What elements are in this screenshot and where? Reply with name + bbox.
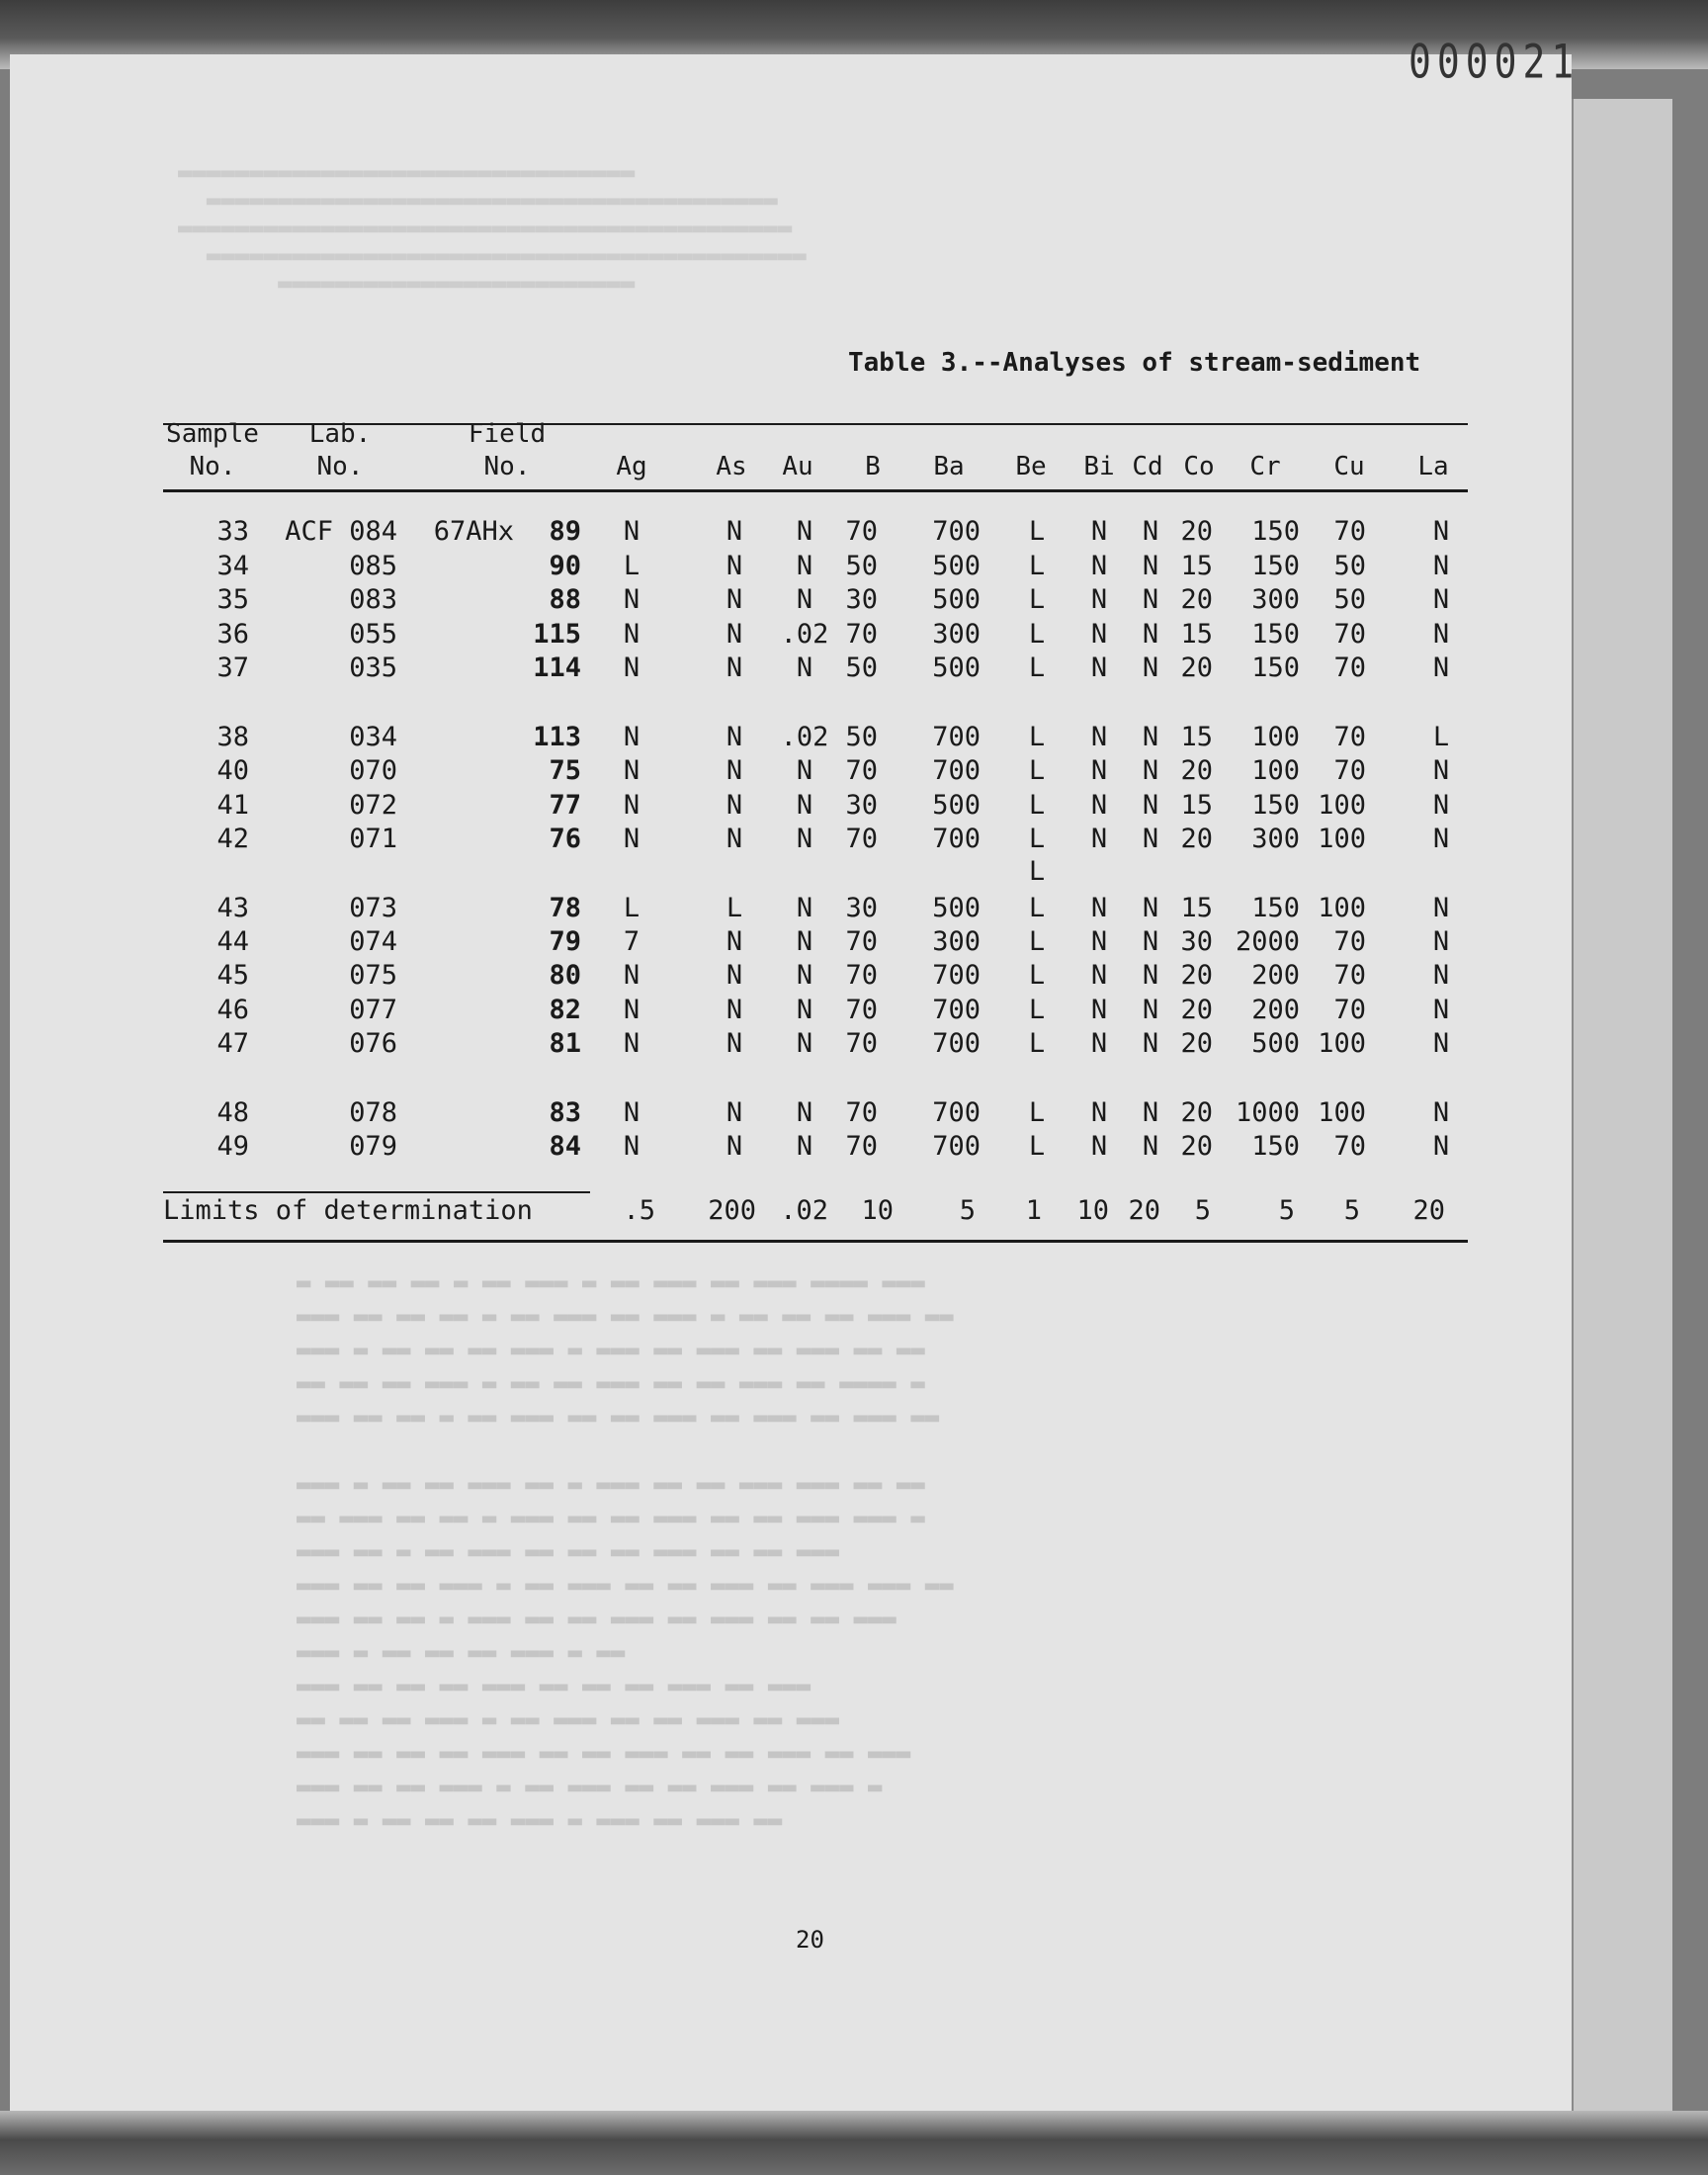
table-cell: L — [726, 893, 743, 923]
table-cell: 70 — [845, 619, 878, 650]
table-cell: L — [1028, 1097, 1046, 1128]
header-bottom-rule — [163, 489, 1468, 492]
table-cell: L — [1028, 790, 1046, 821]
table-cell: 150 — [1251, 619, 1300, 650]
table-cell: 50 — [845, 652, 878, 683]
table-cell: 700 — [932, 722, 981, 752]
table-cell: 150 — [1251, 516, 1300, 547]
table-cell: 15 — [1180, 893, 1213, 923]
table-cell: 20 — [1180, 995, 1213, 1025]
table-cell: 41 — [216, 790, 249, 821]
table-cell: N — [1142, 516, 1159, 547]
table-cell: 076 — [349, 1028, 397, 1059]
table-cell: 500 — [932, 893, 981, 923]
table-cell: N — [796, 824, 813, 854]
table-cell: 35 — [216, 584, 249, 615]
scan-bottom-shadow — [0, 2111, 1708, 2175]
limit-value: 5 — [1278, 1195, 1295, 1226]
table-cell: 085 — [349, 551, 397, 581]
table-cell: 100 — [1318, 790, 1366, 821]
table-cell: 50 — [1333, 551, 1366, 581]
table-cell: N — [726, 995, 743, 1025]
table-cell: N — [623, 960, 640, 991]
table-cell: N — [623, 516, 640, 547]
table-cell: N — [1090, 824, 1108, 854]
table-cell: 70 — [1333, 755, 1366, 786]
table-cell: N — [1142, 1097, 1159, 1128]
table-cell: 70 — [845, 1097, 878, 1128]
table-cell: N — [623, 652, 640, 683]
table-cell: 115 — [533, 619, 581, 650]
table-cell: .02 — [780, 722, 829, 752]
table-cell: N — [1142, 824, 1159, 854]
table-cell: N — [1090, 1097, 1108, 1128]
table-cell: 079 — [349, 1131, 397, 1162]
table-cell: N — [623, 1028, 640, 1059]
table-cell: 700 — [932, 1028, 981, 1059]
limits-label: Limits of determination — [163, 1195, 533, 1226]
table-cell: 70 — [1333, 960, 1366, 991]
table-cell: N — [726, 1097, 743, 1128]
table-cell: 15 — [1180, 551, 1213, 581]
table-cell: 500 — [932, 652, 981, 683]
table-cell: 70 — [1333, 619, 1366, 650]
table-cell: 77 — [549, 790, 581, 821]
table-cell: N — [796, 995, 813, 1025]
table-cell: 30 — [845, 584, 878, 615]
table-cell: 20 — [1180, 652, 1213, 683]
table-cell: N — [726, 722, 743, 752]
column-header: Cr — [1249, 452, 1281, 481]
column-header-top: Sample — [166, 419, 259, 449]
table-cell: N — [1090, 995, 1108, 1025]
table-cell: 82 — [549, 995, 581, 1025]
table-cell: N — [796, 551, 813, 581]
table-cell: 083 — [349, 584, 397, 615]
table-cell: N — [1142, 722, 1159, 752]
limit-value: 5 — [1343, 1195, 1360, 1226]
column-header: No. — [189, 452, 236, 481]
table-cell: L — [1028, 584, 1046, 615]
table-cell: 500 — [932, 584, 981, 615]
table-cell: 70 — [845, 995, 878, 1025]
table-cell: 2000 — [1235, 926, 1300, 957]
table-cell: 70 — [845, 960, 878, 991]
table-cell: 100 — [1251, 722, 1300, 752]
table-cell: N — [1142, 995, 1159, 1025]
table-cell: 70 — [845, 1131, 878, 1162]
table-cell: 30 — [845, 790, 878, 821]
table-cell: N — [1090, 619, 1108, 650]
table-cell: 81 — [549, 1028, 581, 1059]
table-cell: N — [796, 652, 813, 683]
table-cell: 70 — [845, 1028, 878, 1059]
table-cell: N — [726, 516, 743, 547]
table-cell: N — [796, 1028, 813, 1059]
table-cell: N — [1090, 652, 1108, 683]
table-cell: N — [796, 893, 813, 923]
table-cell: 40 — [216, 755, 249, 786]
table-bottom-rule — [163, 1240, 1468, 1243]
table-cell: L — [1028, 755, 1046, 786]
table-cell: 20 — [1180, 1131, 1213, 1162]
table-cell: N — [726, 1028, 743, 1059]
table-cell: 88 — [549, 584, 581, 615]
table-cell: 70 — [845, 755, 878, 786]
table-cell: N — [623, 584, 640, 615]
column-header: No. — [316, 452, 364, 481]
table-cell: 70 — [1333, 516, 1366, 547]
table-cell: N — [1432, 926, 1450, 957]
table-cell: 20 — [1180, 960, 1213, 991]
table-cell: 300 — [932, 926, 981, 957]
table-cell: N — [726, 824, 743, 854]
table-cell: N — [726, 790, 743, 821]
table-cell: N — [796, 926, 813, 957]
table-cell: N — [726, 926, 743, 957]
table-cell: 70 — [845, 926, 878, 957]
table-cell: N — [1090, 584, 1108, 615]
table-cell: 42 — [216, 824, 249, 854]
table-cell: L — [1028, 551, 1046, 581]
table-cell: 46 — [216, 995, 249, 1025]
table-cell: 44 — [216, 926, 249, 957]
table-cell: N — [1432, 790, 1450, 821]
limit-value: 1 — [1025, 1195, 1042, 1226]
table-cell: N — [1142, 584, 1159, 615]
table-cell: 100 — [1251, 755, 1300, 786]
column-header: Be — [1015, 452, 1047, 481]
column-header-top: Lab. — [308, 419, 372, 449]
table-cell: L — [623, 551, 640, 581]
table-cell: 300 — [1251, 584, 1300, 615]
table-cell: 20 — [1180, 755, 1213, 786]
table-cell: L — [1028, 1131, 1046, 1162]
table-cell: 84 — [549, 1131, 581, 1162]
table-cell: 38 — [216, 722, 249, 752]
table-cell: N — [1142, 619, 1159, 650]
table-cell: 80 — [549, 960, 581, 991]
table-cell: 83 — [549, 1097, 581, 1128]
table-cell: N — [726, 755, 743, 786]
table-cell: L — [1432, 722, 1450, 752]
limit-value: 20 — [1412, 1195, 1445, 1226]
table-cell: 074 — [349, 926, 397, 957]
table-cell: N — [1432, 551, 1450, 581]
bleed-through-bottom: ▬ ▬▬ ▬▬ ▬▬ ▬ ▬▬ ▬▬▬ ▬ ▬▬ ▬▬▬ ▬▬ ▬▬▬ ▬▬▬▬ ▬▬▬ ▬▬▬ ▬▬ ▬▬ ▬▬ ▬ ▬▬ ▬▬▬ ▬▬ ▬▬▬ ▬ ▬▬ ▬▬ ▬▬ ▬▬▬ ▬▬ ▬▬▬ ▬ ▬▬ ▬▬ ▬▬ ▬▬▬ ▬ ▬▬▬ ▬▬ ▬▬▬ ▬▬ ▬▬▬ ▬▬ ▬▬ ▬▬ ▬▬ ▬▬ ▬▬▬ ▬ ▬▬ ▬▬ ▬▬▬ ▬▬ ▬▬ ▬▬▬ ▬▬ ▬▬▬▬ ▬ ▬▬▬ ▬▬ ▬▬ ▬ ▬▬ ▬▬▬ ▬▬ ▬▬ ▬▬▬ ▬▬ ▬▬▬ ▬▬ ▬▬▬ ▬▬ ▬▬▬ ▬ ▬▬ ▬▬ ▬▬▬ ▬▬ ▬ ▬▬▬ ▬▬ ▬▬ ▬▬▬ ▬▬▬ ▬▬ ▬▬ ▬▬ ▬▬▬ ▬▬ ▬▬ ▬ ▬▬▬ ▬▬ ▬▬ ▬▬▬ ▬▬ ▬▬ ▬▬▬ ▬▬▬ ▬ ▬▬▬ ▬▬ ▬ ▬▬ ▬▬▬ ▬▬ ▬▬ ▬▬ ▬▬▬ ▬▬ ▬▬ ▬▬▬ ▬▬▬ ▬▬ ▬▬ ▬▬▬ ▬ ▬▬ ▬▬▬ ▬▬ ▬▬ ▬▬▬ ▬▬ ▬▬▬ ▬▬▬ ▬▬ ▬▬▬ ▬▬ ▬▬ ▬ ▬▬▬ ▬▬ ▬▬ ▬▬▬ ▬▬ ▬▬▬ ▬▬ ▬▬ ▬▬▬ ▬▬▬ ▬ ▬▬ ▬▬ ▬▬ ▬▬▬ ▬ ▬▬ ▬▬▬ ▬▬ ▬▬ ▬▬ ▬▬▬ ▬▬ ▬▬ ▬▬ ▬▬▬ ▬▬ ▬▬▬ ▬▬ ▬▬ ▬▬ ▬▬▬ ▬ ▬▬ ▬▬▬ ▬▬ ▬▬ ▬▬▬ ▬▬ ▬▬▬ ▬▬▬ ▬▬ ▬▬ ▬▬ ▬▬▬ ▬▬ ▬▬ ▬▬▬ ▬▬ ▬▬ ▬▬▬ ▬▬ ▬▬▬ ▬▬▬ ▬▬ ▬▬ ▬▬▬ ▬ ▬▬ ▬▬▬ ▬▬ ▬▬ ▬▬▬ ▬▬ ▬▬▬ ▬ ▬▬▬ ▬ ▬▬ ▬▬ ▬▬ ▬▬▬ ▬ ▬▬▬ ▬▬ ▬▬▬ ▬▬ — [297, 1268, 954, 1834]
table-cell: N — [1090, 1028, 1108, 1059]
table-cell: N — [1142, 790, 1159, 821]
table-cell: 36 — [216, 619, 249, 650]
table-cell: 072 — [349, 790, 397, 821]
table-cell: 150 — [1251, 551, 1300, 581]
limit-value: .02 — [780, 1195, 828, 1226]
table-cell: N — [1142, 1028, 1159, 1059]
table-cell: 47 — [216, 1028, 249, 1059]
table-cell: 071 — [349, 824, 397, 854]
table-cell: N — [1432, 619, 1450, 650]
table-cell: 034 — [349, 722, 397, 752]
table-cell: 700 — [932, 960, 981, 991]
table-cell: N — [726, 960, 743, 991]
table-cell: 035 — [349, 652, 397, 683]
table-cell: 34 — [216, 551, 249, 581]
column-header: La — [1417, 452, 1449, 481]
table-cell: 78 — [549, 893, 581, 923]
table-cell: 075 — [349, 960, 397, 991]
column-header: B — [865, 452, 881, 481]
table-cell: 073 — [349, 893, 397, 923]
table-cell: 70 — [1333, 995, 1366, 1025]
table-cell: N — [1432, 652, 1450, 683]
table-cell: 79 — [549, 926, 581, 957]
table-cell: 48 — [216, 1097, 249, 1128]
table-cell: 45 — [216, 960, 249, 991]
limit-value: .5 — [623, 1195, 655, 1226]
table-cell: N — [726, 551, 743, 581]
table-cell: 50 — [1333, 584, 1366, 615]
table-cell: 055 — [349, 619, 397, 650]
table-cell: 150 — [1251, 652, 1300, 683]
column-header: Cd — [1132, 452, 1163, 481]
table-cell: N — [1090, 551, 1108, 581]
table-cell: 150 — [1251, 893, 1300, 923]
table-cell: N — [623, 722, 640, 752]
table-cell: N — [1142, 652, 1159, 683]
table-cell: 75 — [549, 755, 581, 786]
table-cell: N — [1432, 824, 1450, 854]
limit-value: 20 — [1128, 1195, 1160, 1226]
table-cell: 700 — [932, 755, 981, 786]
table-cell: N — [726, 584, 743, 615]
table-cell: N — [623, 619, 640, 650]
column-header: Bi — [1083, 452, 1115, 481]
table-cell: N — [1432, 1131, 1450, 1162]
table-cell: 070 — [349, 755, 397, 786]
table-cell: 70 — [1333, 926, 1366, 957]
table-cell: L — [1028, 960, 1046, 991]
table-cell: L — [1028, 619, 1046, 650]
table-cell: 30 — [1180, 926, 1213, 957]
table-cell: 200 — [1251, 960, 1300, 991]
table-cell: 15 — [1180, 722, 1213, 752]
table-cell: 700 — [932, 516, 981, 547]
table-cell: 20 — [1180, 516, 1213, 547]
table-cell: N — [623, 790, 640, 821]
table-cell: 7 — [623, 926, 640, 957]
table-cell: 150 — [1251, 1131, 1300, 1162]
column-header: No. — [483, 452, 531, 481]
table-cell: N — [1142, 1131, 1159, 1162]
table-cell: N — [1090, 722, 1108, 752]
table-cell: 20 — [1180, 824, 1213, 854]
table-cell: N — [1090, 960, 1108, 991]
table-cell: N — [623, 1097, 640, 1128]
column-header: Ba — [933, 452, 965, 481]
limit-value: 10 — [1076, 1195, 1109, 1226]
table-cell: .02 — [780, 619, 829, 650]
table-cell: N — [796, 755, 813, 786]
table-cell: ACF 084 — [285, 516, 397, 547]
table-cell: 500 — [1251, 1028, 1300, 1059]
table-cell: 113 — [533, 722, 581, 752]
table-cell: 76 — [549, 824, 581, 854]
page-number: 20 — [796, 1926, 824, 1954]
table-cell: 100 — [1318, 824, 1366, 854]
column-header: Ag — [616, 452, 647, 481]
table-cell: 70 — [845, 824, 878, 854]
table-cell: 300 — [1251, 824, 1300, 854]
table-cell: 15 — [1180, 619, 1213, 650]
column-header: Co — [1183, 452, 1215, 481]
table-cell: N — [1142, 960, 1159, 991]
column-header: Cu — [1333, 452, 1365, 481]
table-cell: N — [796, 1097, 813, 1128]
table-cell: N — [1432, 516, 1450, 547]
table-cell: N — [1432, 960, 1450, 991]
table-cell: N — [726, 619, 743, 650]
table-cell: N — [1090, 1131, 1108, 1162]
table-cell: 078 — [349, 1097, 397, 1128]
table-cell: N — [796, 516, 813, 547]
table-cell: 200 — [1251, 995, 1300, 1025]
table-cell: N — [1090, 790, 1108, 821]
table-cell: 20 — [1180, 1097, 1213, 1128]
table-cell: L — [1028, 722, 1046, 752]
table-cell: N — [1090, 516, 1108, 547]
limit-value: 5 — [959, 1195, 976, 1226]
page-stamp: 000021 — [1409, 34, 1580, 89]
table-cell: L — [1028, 652, 1046, 683]
table-cell: 50 — [845, 722, 878, 752]
table-cell: L — [1028, 893, 1046, 923]
table-cell: 70 — [1333, 722, 1366, 752]
table-cell: N — [1142, 551, 1159, 581]
table-cell: 70 — [1333, 652, 1366, 683]
table-cell: 90 — [549, 551, 581, 581]
table-cell: 500 — [932, 790, 981, 821]
table-cell: N — [726, 652, 743, 683]
table-cell: N — [1432, 584, 1450, 615]
table-cell: 700 — [932, 1131, 981, 1162]
table-cell: N — [796, 1131, 813, 1162]
table-cell: 150 — [1251, 790, 1300, 821]
field-prefix: 67AHx — [433, 516, 514, 547]
table-cell: N — [623, 995, 640, 1025]
table-cell: 500 — [932, 551, 981, 581]
table-cell: L — [1028, 1028, 1046, 1059]
table-cell: 70 — [1333, 1131, 1366, 1162]
table-cell: 20 — [1180, 584, 1213, 615]
table-cell: 20 — [1180, 1028, 1213, 1059]
table-cell: 700 — [932, 1097, 981, 1128]
table-cell: N — [623, 1131, 640, 1162]
table-cell: N — [623, 755, 640, 786]
table-cell: 114 — [533, 652, 581, 683]
table-cell: 43 — [216, 893, 249, 923]
table-cell: 100 — [1318, 893, 1366, 923]
table-cell: N — [1432, 1028, 1450, 1059]
table-cell: N — [796, 790, 813, 821]
table-cell: 50 — [845, 551, 878, 581]
column-header: Au — [782, 452, 813, 481]
table-cell: 700 — [932, 824, 981, 854]
table-cell: 70 — [845, 516, 878, 547]
table-cell: L — [1028, 824, 1046, 854]
table-cell: 33 — [216, 516, 249, 547]
next-page-edge — [1572, 99, 1672, 2116]
table-cell: N — [1090, 926, 1108, 957]
limits-top-rule — [163, 1191, 590, 1193]
table-cell: N — [1142, 755, 1159, 786]
table-cell: N — [623, 824, 640, 854]
table-cell: N — [1432, 995, 1450, 1025]
table-cell: N — [1432, 1097, 1450, 1128]
table-cell: 30 — [845, 893, 878, 923]
table-cell: 15 — [1180, 790, 1213, 821]
table-cell: N — [1142, 893, 1159, 923]
column-header: As — [716, 452, 747, 481]
table-cell: N — [1432, 755, 1450, 786]
table-cell: L — [1028, 926, 1046, 957]
table-cell: L — [1028, 516, 1046, 547]
column-header-top: Field — [468, 419, 547, 449]
table-cell: N — [1142, 926, 1159, 957]
table-cell: L — [1028, 856, 1046, 887]
table-cell: L — [1028, 995, 1046, 1025]
table-cell: 100 — [1318, 1028, 1366, 1059]
table-cell: 700 — [932, 995, 981, 1025]
bleed-through-top: ▬▬▬▬▬▬▬▬▬▬▬▬▬▬▬▬▬▬▬▬▬▬▬▬▬▬▬▬▬▬▬▬ ▬▬▬▬▬▬▬▬▬▬▬▬▬▬▬▬▬▬▬▬▬▬▬▬▬▬▬▬▬▬▬▬▬▬▬▬▬▬▬▬ ▬▬▬▬▬▬▬▬▬▬▬▬▬▬▬▬▬▬▬▬▬▬▬▬▬▬▬▬▬▬▬▬▬▬▬▬▬▬▬▬▬▬▬ ▬▬▬▬▬▬▬▬▬▬▬▬▬▬▬▬▬▬▬▬▬▬▬▬▬▬▬▬▬▬▬▬▬▬▬▬▬▬▬▬▬▬ ▬▬▬▬▬▬▬▬▬▬▬▬▬▬▬▬▬▬▬▬▬▬▬▬▬ — [178, 158, 807, 297]
table-cell: 49 — [216, 1131, 249, 1162]
table-cell: N — [1432, 893, 1450, 923]
table-cell: 89 — [549, 516, 581, 547]
table-cell: N — [796, 584, 813, 615]
limit-value: 10 — [861, 1195, 894, 1226]
table-caption: Table 3.--Analyses of stream-sediment — [848, 348, 1421, 378]
table-cell: 300 — [932, 619, 981, 650]
table-cell: 1000 — [1235, 1097, 1300, 1128]
table-cell: N — [1090, 755, 1108, 786]
table-cell: 100 — [1318, 1097, 1366, 1128]
limit-value: 200 — [708, 1195, 756, 1226]
table-cell: N — [726, 1131, 743, 1162]
table-cell: L — [623, 893, 640, 923]
table-cell: N — [796, 960, 813, 991]
table-cell: 37 — [216, 652, 249, 683]
table-cell: 077 — [349, 995, 397, 1025]
table-cell: N — [1090, 893, 1108, 923]
limit-value: 5 — [1194, 1195, 1211, 1226]
